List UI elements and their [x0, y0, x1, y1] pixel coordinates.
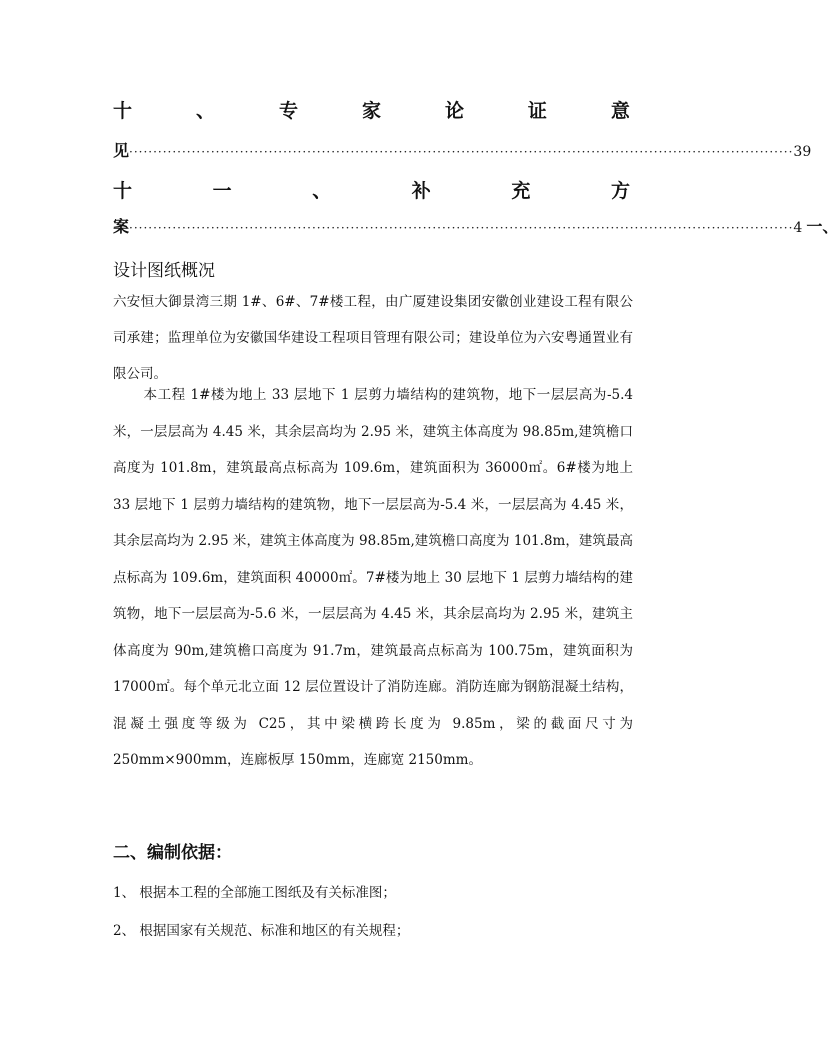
toc-char: 一 [212, 180, 232, 202]
toc-tail: 案 [113, 217, 130, 236]
toc-next-heading-fragment: 一、 [806, 217, 838, 236]
toc-char: 专 [278, 100, 298, 122]
toc-char: 十 [113, 180, 133, 202]
toc-char: 充 [511, 180, 531, 202]
toc-entry-10-title [113, 96, 630, 123]
toc-char: 意 [610, 100, 630, 122]
toc-dot-leader: ·········································································································································· [129, 145, 794, 159]
toc-char: 家 [361, 100, 381, 122]
toc-char: 论 [444, 100, 464, 122]
toc-entry-11-leader [113, 214, 838, 237]
toc-page-number: 39 [793, 144, 812, 160]
toc-entry-11-title [113, 176, 630, 203]
section-title-basis: 二、编制依据： [113, 843, 232, 863]
toc-char: 、 [195, 100, 215, 122]
toc-char: 十 [113, 100, 133, 122]
paragraph-intro-text: 六安恒大御景湾三期 1#、6#、7#楼工程，由广厦建设集团安徽创业建设工程有限公司承建；监理单位为安徽国华建设工程项目管理有限公司；建设单位为六安粤通置业有限公司。 [113, 294, 633, 382]
paragraph-detail-text: 本工程 1#楼为地上 33 层地下 1 层剪力墙结构的建筑物，地下一层层高为-5.4 米，一层层高为 4.45 米，其余层高均为 2.95 米，建筑主体高度为 98.85m,建筑檐口高度为 101.8m，建筑最高点标高为 109.6m，建筑面积为 36000㎡。6#楼为地上 33 层地下 1 层剪力墙结构的建筑物，地下一层层高为-5.4 米，一层层高为 4.45 米，其余层高均为 2.95 米，建筑主体高度为 98.85m,建筑檐口高度为 101.8m，建筑最高点标高为 109.6m，建筑面积 40000㎡。7#楼为地上 30 层地下 1 层剪力墙结构的建筑物，地下一层层高为-5.6 米，一层层高为 4.45 米，其余层高均为 2.95 米，建筑主体高度为 90m,建筑檐口高度为 91.7m，建筑最高点标高为 100.75m，建筑面积为 17000㎡。每个单元北立面 12 层位置设计了消防连廊。消防连廊为钢筋混凝土结构，混凝土强度等级为 C25，其中梁横跨长度为 9.85m，梁的截面尺寸为 250mm×900mm，连廊板厚 150mm，连廊宽 2150mm。 [113, 387, 633, 768]
toc-char: 、 [312, 180, 332, 202]
basis-item-2: 2、 根据国家有关规范、标准和地区的有关规程； [113, 923, 410, 939]
toc-page-number: 4 [793, 220, 803, 236]
paragraph-detail [113, 377, 633, 779]
paragraph-intro [113, 284, 633, 392]
toc-char: 证 [527, 100, 547, 122]
toc-tail: 见 [113, 141, 130, 160]
toc-entry-10-leader [113, 138, 812, 161]
toc-char: 补 [411, 180, 431, 202]
basis-item-1: 1、 根据本工程的全部施工图纸及有关标准图； [113, 885, 396, 901]
toc-dot-leader: ·········································································································································· [129, 221, 794, 235]
section-title-design-overview: 设计图纸概况 [113, 261, 215, 281]
toc-char: 方 [610, 180, 630, 202]
